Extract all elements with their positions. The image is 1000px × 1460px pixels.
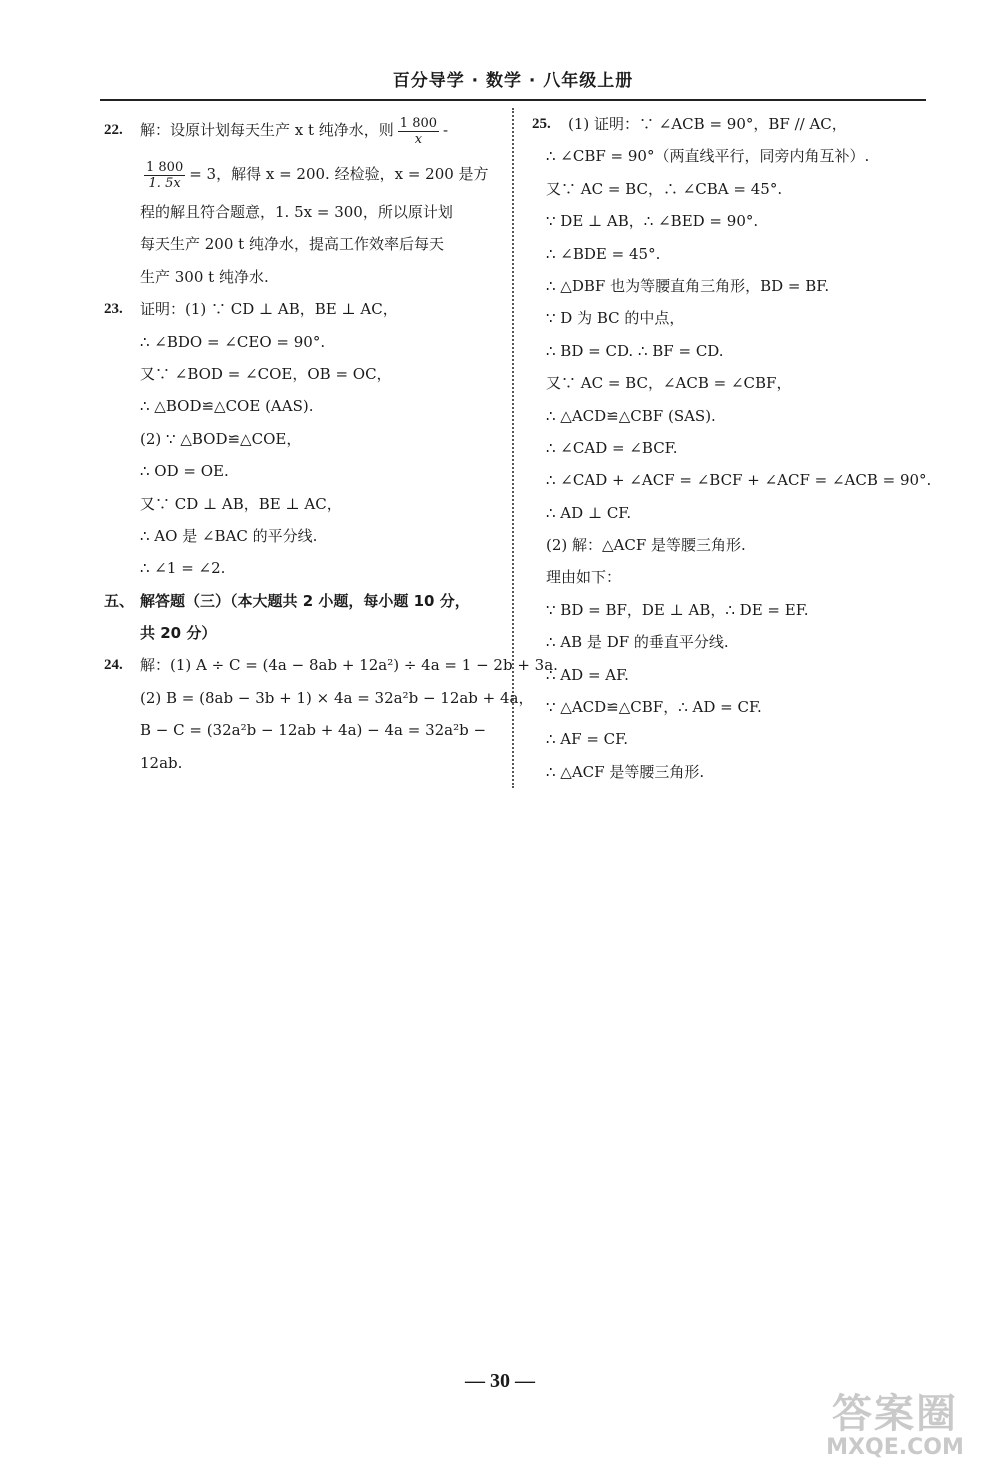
header-rule — [100, 99, 926, 101]
line-text: 又∵ AC = BC，∴ ∠CBA = 45°. — [546, 179, 783, 198]
line-text: (2) ∵ △BOD≌△COE， — [140, 429, 302, 448]
line-text: ∴ △DBF 也为等腰直角三角形，BD = BF. — [546, 276, 830, 295]
text-line — [532, 205, 932, 237]
watermark-text: 答案圈 — [832, 1391, 958, 1437]
line-text: ∵ BD = BF，DE ⊥ AB，∴ DE = EF. — [546, 600, 809, 619]
line-text: ∵ DE ⊥ AB，∴ ∠BED = 90°. — [546, 212, 759, 231]
text-line — [104, 649, 558, 681]
question-number: 22. — [104, 122, 123, 138]
line-text: B − C = (32a²b − 12ab + 4a) − 4a = 32a²b − — [140, 721, 487, 740]
line-text: 又∵ ∠BOD = ∠COE，OB = OC， — [140, 364, 392, 383]
text-line — [104, 108, 500, 152]
text-line — [532, 367, 932, 399]
text-line — [104, 552, 500, 584]
text-line — [532, 691, 932, 723]
line-text: 解：(1) A ÷ C = (4a − 8ab + 12a²) ÷ 4a = 1 − 2b + 3a. — [140, 656, 558, 675]
line-text: 证明：(1) ∵ CD ⊥ AB，BE ⊥ AC， — [140, 300, 398, 319]
text-line — [532, 400, 932, 432]
question-number: 23. — [104, 301, 123, 318]
section-heading: 共 20 分） — [140, 624, 217, 643]
text-line — [104, 326, 500, 358]
text-line — [532, 497, 932, 529]
right-column — [532, 108, 932, 788]
section-number: 五、 — [104, 591, 135, 610]
text-line — [532, 335, 932, 367]
line-content — [140, 108, 448, 152]
line-text: 又∵ CD ⊥ AB，BE ⊥ AC， — [140, 494, 342, 513]
line-text: ∴ ∠CAD + ∠ACF = ∠BCF + ∠ACF = ∠ACB = 90°. — [546, 471, 932, 490]
line-text: - — [443, 121, 449, 139]
text-line — [104, 228, 500, 260]
line-text: ∴ AD ⊥ CF. — [546, 503, 632, 522]
text-line — [532, 140, 932, 172]
question-number: 24. — [104, 657, 123, 674]
section-heading: 解答题（三）（本大题共 2 小题，每小题 10 分， — [140, 591, 470, 610]
fraction-numerator: 1 800 — [399, 115, 438, 131]
fraction — [144, 160, 185, 191]
text-line — [532, 302, 932, 334]
watermark-logo — [800, 1392, 990, 1460]
line-text: ∴ △ACF 是等腰三角形. — [546, 762, 705, 781]
page-header: 百分导学 · 数学 · 八年级上册 — [392, 71, 634, 91]
text-line — [532, 561, 932, 593]
line-text: = 3，解得 x = 200. 经检验，x = 200 是方 — [189, 165, 489, 183]
line-text: ∴ ∠CAD = ∠BCF. — [546, 438, 678, 457]
line-text: 每天生产 200 t 纯净水，提高工作效率后每天 — [140, 235, 444, 254]
line-text: 生产 300 t 纯净水. — [140, 267, 269, 286]
text-line — [104, 423, 500, 455]
text-line — [532, 594, 932, 626]
watermark-url: MXQE.COM — [826, 1435, 964, 1460]
text-line — [104, 358, 500, 390]
line-text: ∴ ∠CBF = 90°（两直线平行，同旁内角互补）. — [546, 147, 870, 166]
fraction — [398, 116, 439, 147]
text-line — [104, 488, 500, 520]
line-text: (1) 证明：∵ ∠ACB = 90°，BF // AC， — [568, 115, 847, 133]
line-text: 程的解且符合题意，1. 5x = 300，所以原计划 — [140, 203, 453, 221]
text-line — [532, 464, 932, 496]
text-line — [532, 238, 932, 270]
text-line — [532, 173, 932, 205]
text-line — [104, 390, 500, 422]
line-text: ∴ ∠BDO = ∠CEO = 90°. — [140, 332, 326, 351]
page-number: — 30 — — [465, 1370, 535, 1392]
text-line — [532, 659, 932, 691]
text-line — [532, 108, 932, 140]
fraction-numerator: 1 800 — [146, 159, 184, 175]
line-text: 理由如下： — [546, 568, 622, 587]
text-line — [532, 723, 932, 755]
text-line — [104, 617, 500, 649]
text-line — [104, 520, 500, 552]
text-line — [532, 756, 932, 788]
line-text: (2) 解：△ACF 是等腰三角形. — [546, 536, 746, 555]
line-text: ∴ △ACD≌△CBF (SAS). — [546, 406, 716, 425]
line-content — [140, 152, 489, 196]
line-text: 又∵ AC = BC，∠ACB = ∠CBF， — [546, 374, 792, 393]
text-line — [104, 261, 500, 293]
line-text: (2) B = (8ab − 3b + 1) × 4a = 32a²b − 12ab + 4a， — [140, 688, 534, 707]
text-line — [532, 529, 932, 561]
line-text: ∴ AF = CF. — [546, 730, 628, 749]
text-line — [104, 714, 500, 746]
text-line — [532, 270, 932, 302]
text-line — [104, 293, 500, 325]
line-text: ∵ △ACD≌△CBF，∴ AD = CF. — [546, 698, 762, 717]
text-line — [532, 626, 932, 658]
line-text: 12ab. — [140, 753, 183, 772]
line-text: 解：设原计划每天生产 x t 纯净水，则 — [140, 121, 394, 139]
line-text: ∵ D 为 BC 的中点， — [546, 309, 685, 328]
line-text: ∴ AB 是 DF 的垂直平分线. — [546, 633, 729, 652]
text-line — [532, 432, 932, 464]
line-text: ∴ OD = OE. — [140, 462, 229, 481]
line-text: ∴ ∠BDE = 45°. — [546, 244, 661, 263]
line-text: ∴ ∠1 = ∠2. — [140, 559, 226, 578]
question-number: 25. — [532, 116, 551, 132]
text-line — [104, 747, 500, 779]
line-text: ∴ △BOD≌△COE (AAS). — [140, 397, 314, 416]
text-line — [104, 196, 500, 228]
line-text: ∴ AO 是 ∠BAC 的平分线. — [140, 526, 318, 545]
text-line — [104, 682, 534, 714]
text-line — [104, 152, 500, 196]
fraction-denominator: x — [414, 131, 423, 147]
line-text: ∴ BD = CD. ∴ BF = CD. — [546, 341, 724, 360]
line-text: ∴ AD = AF. — [546, 665, 629, 684]
text-line — [104, 455, 500, 487]
fraction-denominator: 1. 5x — [148, 175, 181, 191]
text-line — [104, 585, 500, 617]
